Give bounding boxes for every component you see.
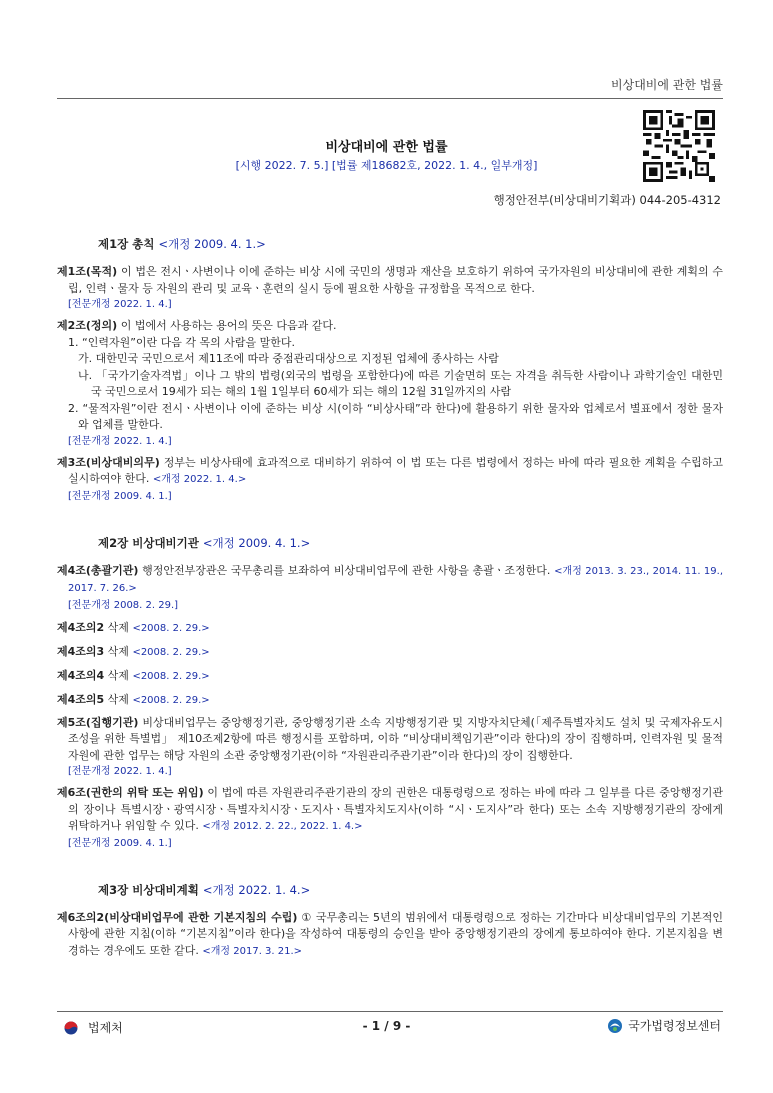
chapter-revision[interactable]: <개정 2022. 1. 4.>: [202, 882, 311, 897]
article-text: 삭제: [104, 692, 133, 706]
chapter-title: 제1장 총칙: [98, 237, 155, 251]
chapter-title: 제2장 비상대비기관: [98, 535, 199, 550]
revision-note[interactable]: [전문개정 2009. 4. 1.]: [68, 490, 172, 502]
footer-divider: [57, 1011, 723, 1012]
law-center-logo-icon: [607, 1018, 623, 1034]
article-text: 이 법에서 사용하는 용어의 뜻은 다음과 같다.: [117, 319, 337, 332]
article-4-3: [57, 643, 723, 661]
article-text: 정부는 비상사태에 효과적으로 대비하기 위하여 이 법 또는 다른 법령에서 정하는 바에 따라 필요한 계획을 수립하고 실시하여야 한다.: [68, 455, 723, 485]
article-item: 1. “인력자원”이란 다음 각 목의 사람을 말한다.: [68, 335, 296, 349]
chapter-revision[interactable]: <개정 2009. 4. 1.>: [158, 237, 266, 251]
article-1: [57, 264, 723, 313]
responsible-department: 행정안전부(비상대비기획과) 044-205-4312: [493, 193, 721, 207]
chapter-title: 제3장 비상대비계획: [98, 882, 199, 897]
running-header: 비상대비에 관한 법률: [611, 78, 723, 92]
article-5: [57, 715, 723, 781]
document-enforcement-info[interactable]: [시행 2022. 7. 5.] [법률 제18682호, 2022. 1. 4., 일부개정]: [235, 159, 538, 172]
amendment-tag[interactable]: <개정 2012. 2. 22., 2022. 1. 4.>: [202, 821, 363, 832]
revision-note[interactable]: [전문개정 2022. 1. 4.]: [68, 299, 172, 310]
article-heading[interactable]: 제6조의2(비상대비업무에 관한 기본지침의 수립): [57, 910, 298, 924]
article-heading[interactable]: 제5조(집행기관): [57, 715, 139, 729]
article-heading[interactable]: 제2조(정의): [57, 319, 118, 332]
revision-note[interactable]: [전문개정 2022. 1. 4.]: [68, 435, 172, 447]
amendment-tag[interactable]: <개정 2013. 3. 23., 2014. 11. 19., 2017. 7. 26.>: [68, 565, 723, 594]
article-2: [57, 318, 723, 450]
revision-note[interactable]: [전문개정 2009. 4. 1.]: [68, 837, 172, 849]
publisher-name: 법제처: [88, 1021, 123, 1035]
article-heading[interactable]: 제4조(총괄기관): [57, 563, 139, 577]
revision-note[interactable]: [전문개정 2008. 2. 29.]: [68, 599, 179, 611]
article-text: 행정안전부장관은 국무총리를 보좌하여 비상대비업무에 관한 사항을 총괄ㆍ조정한다.: [138, 563, 555, 577]
article-heading[interactable]: 제6조(권한의 위탁 또는 위임): [57, 786, 204, 799]
source-name: 국가법령정보센터: [628, 1019, 721, 1033]
chapter-heading: [98, 882, 723, 898]
article-4-4: [57, 667, 723, 685]
chapter-revision[interactable]: <개정 2009. 4. 1.>: [202, 535, 311, 550]
amendment-tag[interactable]: <2008. 2. 29.>: [132, 694, 210, 706]
article-heading[interactable]: 제4조의5: [57, 692, 105, 706]
article-heading[interactable]: 제1조(목적): [57, 265, 118, 278]
chapter-heading: [98, 535, 723, 551]
article-text: 이 법은 전시ㆍ사변이나 이에 준하는 비상 시에 국민의 생명과 재산을 보호하기 위하여 국가자원의 비상대비에 관한 계획의 수립, 인력ㆍ물자 등 자원의 관리 및 교육ㆍ훈련의 실시 등에 필요한 사항을 규정함을 목적으로 한다.: [68, 265, 723, 295]
article-item: 2. “물적자원”이란 전시ㆍ사변이나 이에 준하는 비상 시(이하 “비상사태”라 한다)에 활용하기 위한 물자와 업체로서 별표에서 정한 물자와 업체를 말한다.: [68, 401, 723, 431]
amendment-tag[interactable]: <개정 2022. 1. 4.>: [152, 474, 247, 485]
page-number: - 1 / 9 -: [362, 1019, 411, 1033]
amendment-tag[interactable]: <2008. 2. 29.>: [132, 646, 210, 658]
article-heading[interactable]: 제4조의2: [57, 620, 105, 634]
article-4: [57, 563, 723, 614]
chapter-heading: [98, 236, 723, 252]
article-text: ① 국무총리는 5년의 범위에서 대통령령으로 정하는 기간마다 비상대비업무의 기본적인 사항에 관한 지침(이하 “기본지침”이라 한다)을 작성하여 대통령의 승인을 받아 중앙행정기관의 장에게 통보하여야 한다. 기본지침을 변경하는 경우에도 또한 같다.: [68, 910, 723, 957]
article-subitem: 나. 「국가기술자격법」이나 그 밖의 법령(외국의 법령을 포함한다)에 따른 기술면허 또는 자격을 취득한 사람이나 과학기술인 대한민국 국민으로서 19세가 되는 해의 1월 1일부터 60세가 되는 해의 12월 31일까지의 사람: [78, 368, 723, 398]
article-6-2: [57, 910, 723, 961]
footer-source: [607, 1017, 721, 1034]
article-4-2: [57, 619, 723, 637]
article-heading[interactable]: 제4조의3: [57, 644, 105, 658]
article-text: 이 법에 따른 자원관리주관기관의 장의 권한은 대통령령으로 정하는 바에 따라 그 일부를 다른 중앙행정기관의 장이나 특별시장ㆍ광역시장ㆍ특별자치시장ㆍ도지사ㆍ특별자치도지사(이하 “시ㆍ도지사”라 한다) 또는 소속 지방행정기관의 장에게 위탁하거나 위임할 수 있다.: [68, 786, 723, 832]
article-heading[interactable]: 제3조(비상대비의무): [57, 455, 160, 469]
article-text: 삭제: [104, 668, 133, 682]
article-subitem: 가. 대한민국 국민으로서 제11조에 따라 중점관리대상으로 지정된 업체에 종사하는 사람: [78, 352, 499, 365]
document-title: 비상대비에 관한 법률: [325, 140, 448, 155]
article-heading[interactable]: 제4조의4: [57, 668, 105, 682]
amendment-tag[interactable]: <개정 2017. 3. 21.>: [202, 945, 303, 957]
amendment-tag[interactable]: <2008. 2. 29.>: [132, 622, 210, 634]
header-divider: [57, 98, 723, 99]
article-3: [57, 455, 723, 505]
article-4-5: [57, 691, 723, 709]
document-body: [57, 236, 723, 961]
article-6: [57, 785, 723, 852]
amendment-tag[interactable]: <2008. 2. 29.>: [132, 670, 210, 682]
article-text: 삭제: [104, 644, 133, 658]
revision-note[interactable]: [전문개정 2022. 1. 4.]: [68, 766, 172, 777]
article-text: 삭제: [104, 620, 133, 634]
article-text: 비상대비업무는 중앙행정기관, 중앙행정기관 소속 지방행정기관 및 지방자치단체(「제주특별자치도 설치 및 국제자유도시 조성을 위한 특별법」 제10조제2항에 따른 행정시를 포함하며, 이하 “비상대비책임기관”이라 한다)의 장이 집행하며, 인력자원 및 물적자원에 관한 업무는 해당 자원의 소관 중앙행정기관(이하 “자원관리주관기관”이라 한다)의 장이 집행한다.: [68, 715, 723, 762]
